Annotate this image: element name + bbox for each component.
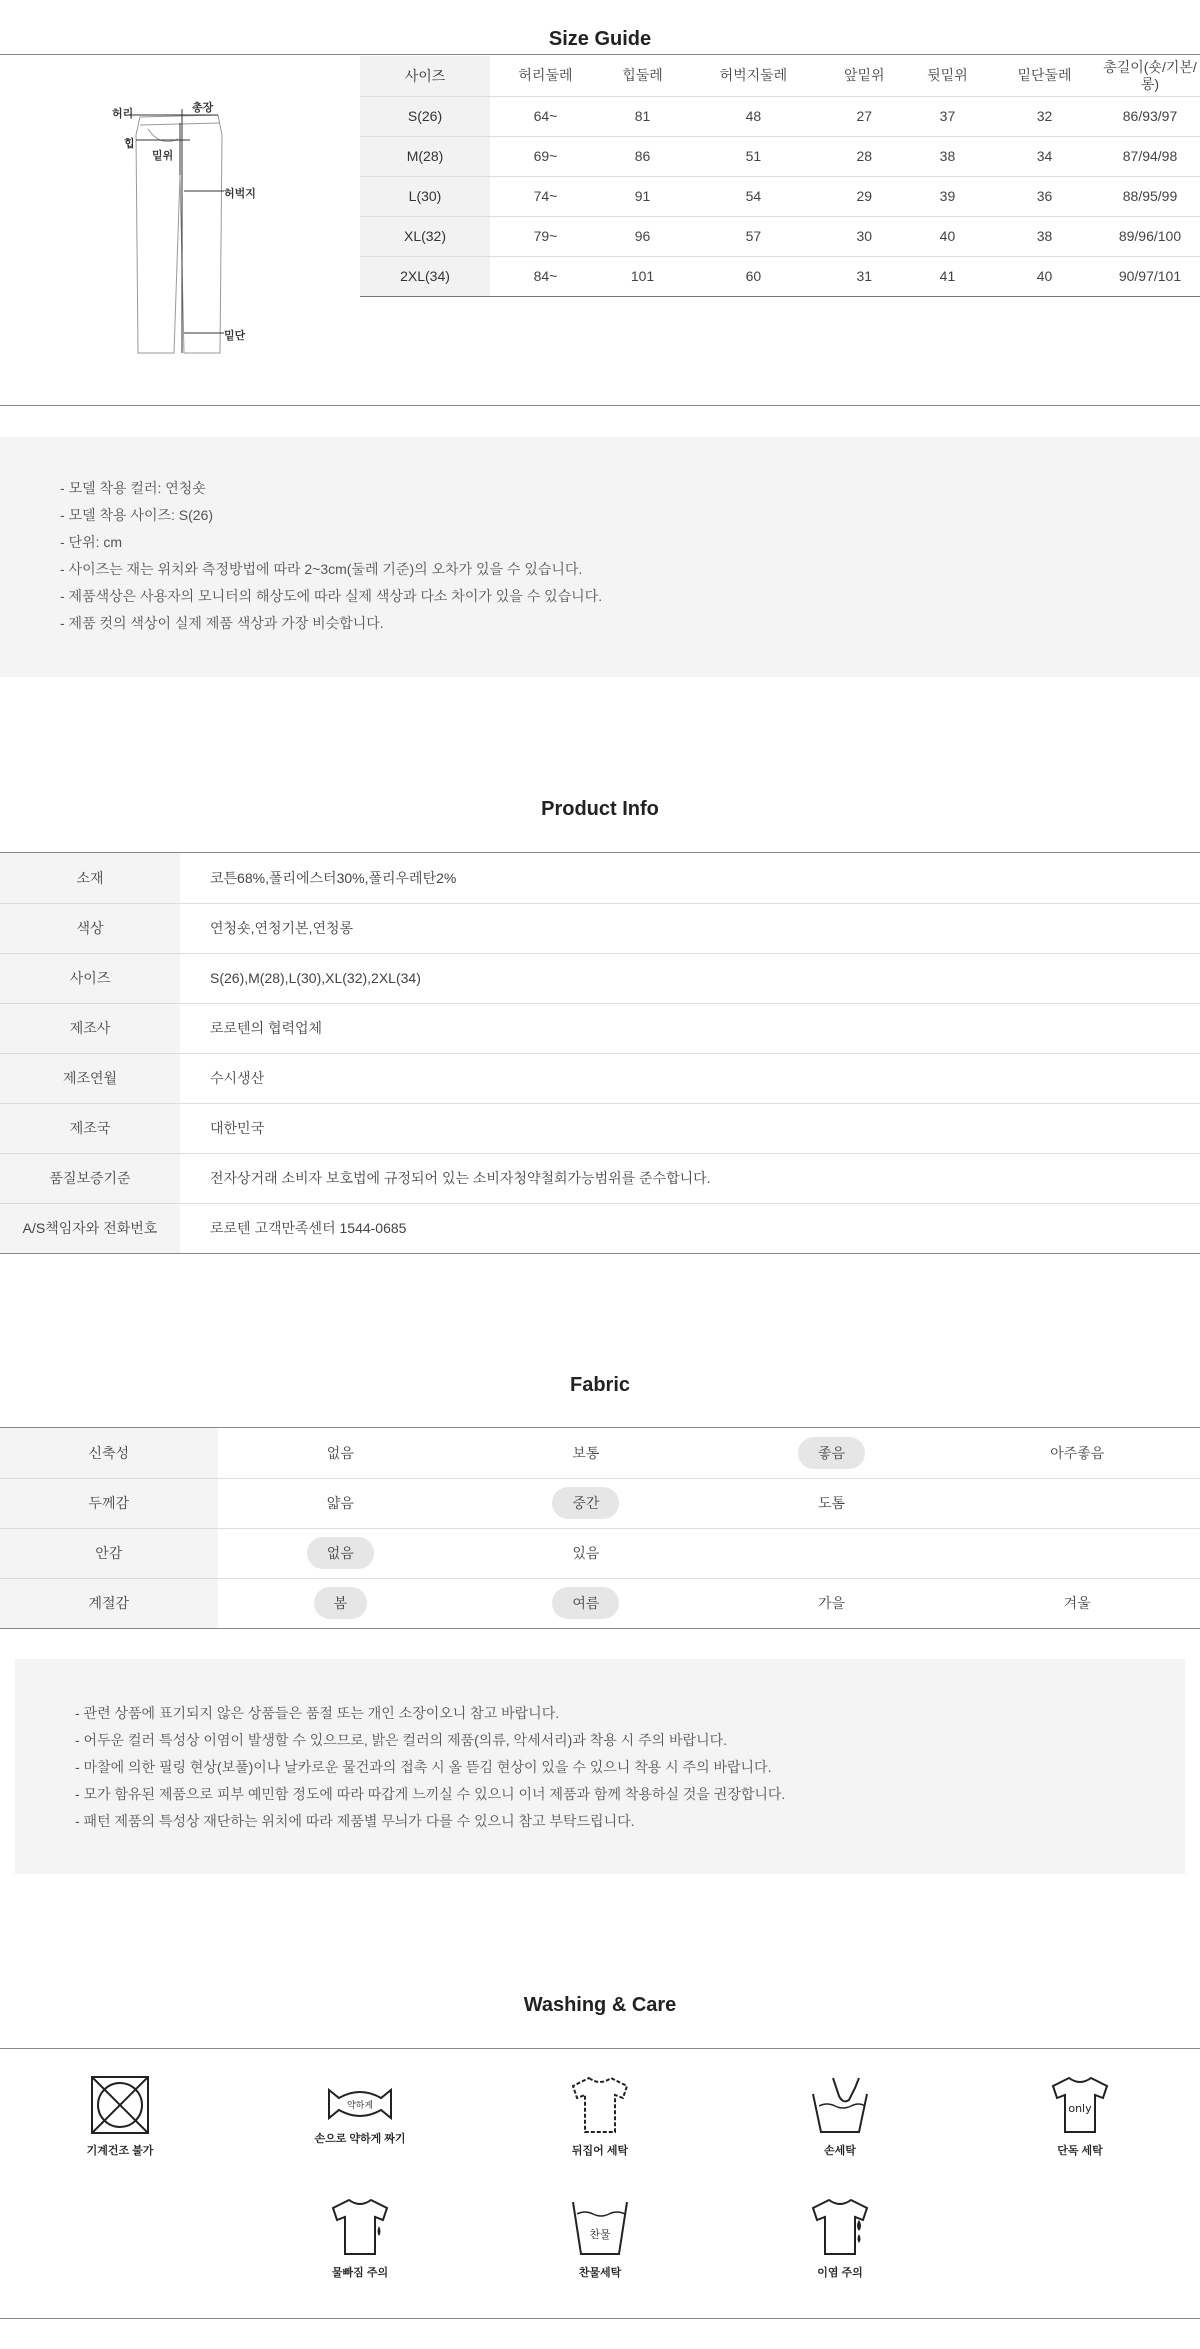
note-line: - 관련 상품에 표기되지 않은 상품들은 품절 또는 개인 소장이오니 참고 바랍니다. — [75, 1705, 560, 1721]
size-value: 101 — [601, 256, 684, 296]
note-line: - 제품 컷의 색상이 실제 제품 색상과 가장 비슷합니다. — [60, 615, 384, 631]
size-guide-title: Size Guide — [548, 28, 652, 50]
info-value: 로로텐 고객만족센터 1544-0685 — [180, 1203, 1200, 1253]
size-value: 40 — [906, 216, 989, 256]
info-label: 소재 — [0, 853, 180, 903]
size-label: S(26) — [360, 96, 490, 136]
info-label: 색상 — [0, 903, 180, 953]
table-row — [0, 1578, 1200, 1628]
fabric-option-selected: 좋음 — [798, 1437, 865, 1469]
icon-text: 찬물 — [589, 2228, 611, 2241]
size-value: 31 — [823, 256, 906, 296]
fabric-option: 있음 — [572, 1545, 600, 1561]
size-value: 38 — [906, 136, 989, 176]
dye-transfer-icon — [809, 2196, 871, 2258]
diagram-label-hip: 힙 — [124, 138, 135, 150]
info-value: 코튼68%,폴리에스터30%,폴리우레탄2% — [180, 853, 1200, 903]
note-line: - 사이즈는 재는 위치와 측정방법에 따라 2~3cm(둘레 기준)의 오차가 있을 수 있습니다. — [60, 561, 583, 577]
size-table-header — [360, 56, 1200, 96]
care-item — [290, 2196, 430, 2280]
note-line: - 모델 착용 사이즈: S(26) — [60, 507, 214, 523]
note-line: - 마찰에 의한 필링 현상(보풀)이나 날카로운 물건과의 접촉 시 올 뜯김 현상이 있을 수 있으니 착용 시 주의 바랍니다. — [75, 1759, 772, 1775]
diagram-label-hem: 밑단 — [224, 330, 246, 342]
fabric-option: 없음 — [326, 1444, 354, 1461]
info-value: 대한민국 — [180, 1103, 1200, 1153]
care-label: 단독 세탁 — [1057, 2145, 1103, 2157]
diagram-label-rise: 밑위 — [152, 150, 174, 162]
fabric-option: 겨울 — [1063, 1595, 1091, 1611]
size-value: 91 — [601, 176, 684, 216]
info-label: 제조사 — [0, 1003, 180, 1053]
fabric-option: 아주좋음 — [1050, 1444, 1105, 1461]
table-row — [0, 1153, 1200, 1203]
size-label: XL(32) — [360, 216, 490, 256]
info-label: 품질보증기준 — [0, 1153, 180, 1203]
note-line: - 패턴 제품의 특성상 재단하는 위치에 따라 제품별 무늬가 다를 수 있으니 참고 부탁드립니다. — [75, 1813, 635, 1829]
size-value: 86 — [601, 136, 684, 176]
size-label: L(30) — [360, 176, 490, 216]
size-header-cell: 허벅지둘레 — [684, 56, 823, 96]
note-line: - 어두운 컬러 특성상 이염이 발생할 수 있으므로, 밝은 컬러의 제품(의류, 악세서리)과 착용 시 주의 바랍니다. — [75, 1732, 728, 1748]
hand-wash-icon — [809, 2074, 871, 2136]
table-row — [0, 1428, 1200, 1478]
care-item — [50, 2074, 190, 2158]
care-item — [770, 2196, 910, 2280]
info-value: 수시생산 — [180, 1053, 1200, 1103]
size-label: M(28) — [360, 136, 490, 176]
size-value: 51 — [684, 136, 823, 176]
care-item — [530, 2074, 670, 2158]
fabric-option-selected: 중간 — [552, 1487, 619, 1519]
fabric-option — [1057, 1546, 1097, 1558]
care-item — [290, 2084, 430, 2146]
size-value: 38 — [989, 216, 1100, 256]
size-value: 89/96/100 — [1100, 216, 1200, 256]
size-value: 57 — [684, 216, 823, 256]
diagram-label-waist: 허리 — [112, 108, 134, 120]
fabric-label: 안감 — [0, 1528, 218, 1578]
product-info-table — [0, 853, 1200, 1254]
info-value: 로로텐의 협력업체 — [180, 1003, 1200, 1053]
size-value: 88/95/99 — [1100, 176, 1200, 216]
size-value: 64~ — [490, 96, 601, 136]
divider — [0, 54, 1200, 55]
wash-separately-icon — [1049, 2074, 1111, 2136]
care-label: 기계건조 불가 — [86, 2145, 154, 2157]
size-header-cell: 밑단둘레 — [989, 56, 1100, 96]
fabric-label: 신축성 — [0, 1428, 218, 1478]
size-value: 69~ — [490, 136, 601, 176]
divider — [0, 2318, 1200, 2319]
size-value: 81 — [601, 96, 684, 136]
table-row — [360, 256, 1200, 296]
size-value: 60 — [684, 256, 823, 296]
info-label: 제조연월 — [0, 1053, 180, 1103]
info-label: 사이즈 — [0, 953, 180, 1003]
color-bleed-icon — [329, 2196, 391, 2258]
info-label: A/S책임자와 전화번호 — [0, 1203, 180, 1253]
fabric-option-selected: 봄 — [314, 1587, 368, 1619]
table-row — [0, 1053, 1200, 1103]
size-table — [360, 56, 1200, 297]
info-value: 전자상거래 소비자 보호법에 규정되어 있는 소비자청약철회가능범위를 준수합니다. — [180, 1153, 1200, 1203]
care-label: 물빠짐 주의 — [331, 2267, 389, 2279]
fabric-option: 보통 — [572, 1444, 600, 1461]
washing-care-title: Washing & Care — [523, 1994, 677, 2016]
care-label: 손세탁 — [824, 2145, 856, 2157]
size-value: 27 — [823, 96, 906, 136]
divider — [0, 405, 1200, 406]
care-label: 손으로 약하게 짜기 — [314, 2133, 406, 2145]
care-label: 뒤집어 세탁 — [571, 2145, 629, 2157]
table-row — [360, 96, 1200, 136]
no-tumble-dry-icon — [89, 2074, 151, 2136]
table-row — [0, 903, 1200, 953]
fabric-table — [0, 1428, 1200, 1629]
size-value: 48 — [684, 96, 823, 136]
gentle-wring-icon — [325, 2084, 395, 2124]
fabric-title: Fabric — [569, 1374, 631, 1396]
note-line: - 모델 착용 컬러: 연청숏 — [60, 480, 206, 496]
size-value: 32 — [989, 96, 1100, 136]
fabric-option: 도톰 — [818, 1495, 846, 1511]
size-value: 90/97/101 — [1100, 256, 1200, 296]
icon-text: 약하게 — [346, 2101, 374, 2111]
fabric-option-selected: 여름 — [552, 1587, 619, 1619]
size-value: 40 — [989, 256, 1100, 296]
fabric-label: 두께감 — [0, 1478, 218, 1528]
diagram-label-total-length: 총장 — [192, 102, 214, 114]
table-row — [0, 1203, 1200, 1253]
size-header-cell: 힙둘레 — [601, 56, 684, 96]
fabric-label: 계절감 — [0, 1578, 218, 1628]
cold-wash-icon — [569, 2196, 631, 2258]
care-label: 이염 주의 — [817, 2267, 863, 2279]
size-value: 37 — [906, 96, 989, 136]
info-value: 연청숏,연청기본,연청롱 — [180, 903, 1200, 953]
size-value: 41 — [906, 256, 989, 296]
table-row — [0, 1103, 1200, 1153]
fabric-option: 가을 — [818, 1595, 846, 1611]
size-value: 29 — [823, 176, 906, 216]
care-label: 찬물세탁 — [578, 2267, 622, 2279]
size-value: 30 — [823, 216, 906, 256]
size-header-cell: 허리둘레 — [490, 56, 601, 96]
fabric-option — [812, 1546, 852, 1558]
model-notes-box — [0, 437, 1200, 677]
icon-text: only — [1068, 2102, 1092, 2115]
size-header-cell: 앞밑위 — [823, 56, 906, 96]
care-item — [530, 2196, 670, 2280]
size-value: 28 — [823, 136, 906, 176]
note-line: - 제품색상은 사용자의 모니터의 해상도에 따라 실제 색상과 다소 차이가 있을 수 있습니다. — [60, 588, 603, 604]
product-info-title: Product Info — [541, 798, 659, 820]
size-value: 34 — [989, 136, 1100, 176]
size-label: 2XL(34) — [360, 256, 490, 296]
size-value: 86/93/97 — [1100, 96, 1200, 136]
size-value: 39 — [906, 176, 989, 216]
table-row — [360, 216, 1200, 256]
note-line: - 단위: cm — [60, 534, 123, 550]
size-header-cell: 사이즈 — [360, 56, 490, 96]
fabric-notes-box — [15, 1659, 1185, 1874]
size-value: 96 — [601, 216, 684, 256]
size-value: 84~ — [490, 256, 601, 296]
divider — [0, 2048, 1200, 2049]
table-row — [0, 1528, 1200, 1578]
size-value: 54 — [684, 176, 823, 216]
care-item — [770, 2074, 910, 2158]
size-value: 74~ — [490, 176, 601, 216]
size-value: 79~ — [490, 216, 601, 256]
diagram-label-thigh: 허벅지 — [224, 188, 256, 200]
size-value: 87/94/98 — [1100, 136, 1200, 176]
fabric-option: 얇음 — [326, 1495, 354, 1511]
table-row — [360, 136, 1200, 176]
size-header-cell: 뒷밑위 — [906, 56, 989, 96]
size-header-cell: 총길이(숏/기본/롱) — [1100, 56, 1200, 96]
table-row — [0, 953, 1200, 1003]
care-item — [1010, 2074, 1150, 2158]
table-row — [0, 853, 1200, 903]
inside-out-wash-icon — [569, 2074, 631, 2136]
size-value: 36 — [989, 176, 1100, 216]
fabric-option-selected: 없음 — [307, 1537, 374, 1569]
table-row — [0, 1003, 1200, 1053]
table-row — [360, 176, 1200, 216]
info-value: S(26),M(28),L(30),XL(32),2XL(34) — [180, 953, 1200, 1003]
pants-measurement-diagram — [100, 95, 270, 365]
fabric-option — [1057, 1496, 1097, 1508]
table-row — [0, 1478, 1200, 1528]
note-line: - 모가 함유된 제품으로 피부 예민함 정도에 따라 따갑게 느끼실 수 있으니 이너 제품과 함께 착용하실 것을 권장합니다. — [75, 1786, 786, 1802]
info-label: 제조국 — [0, 1103, 180, 1153]
